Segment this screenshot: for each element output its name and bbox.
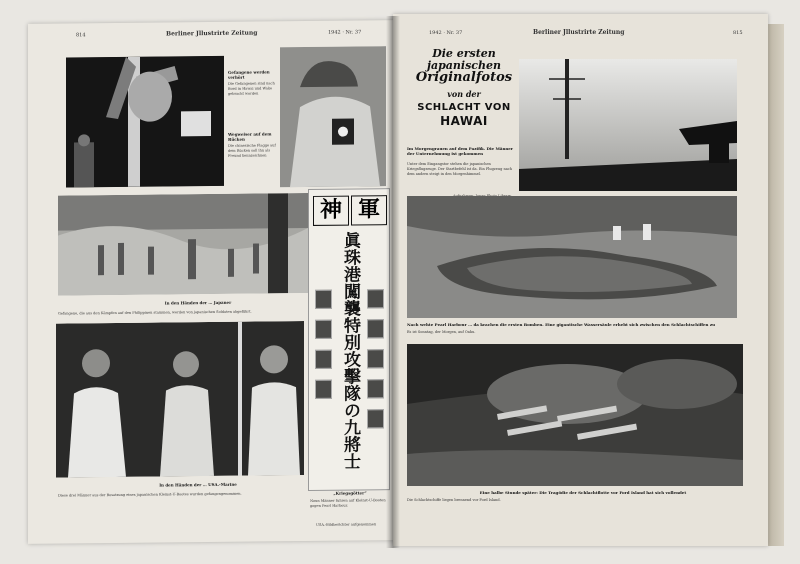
photo-pearl-harbour-island-art — [407, 196, 737, 318]
left-page — [28, 20, 396, 544]
poster-vertical-text: 眞珠港闖襲特別攻擊隊の九將士 — [340, 231, 360, 470]
caption-middle-title: Nach wehte Pearl Harbour … da krachen die ersten Bomben. Eine gigantische Wassersäule erhebt sich zwischen den Schlachtschiffen zu — [407, 322, 716, 327]
page-number-left: 814 — [76, 32, 86, 39]
caption-wegweiser-title: Wegweiser auf dem Rücken — [228, 131, 272, 142]
headline-block-line1: SCHLACHT VON — [417, 102, 511, 113]
poster-header — [309, 195, 389, 226]
headline-block-line2: HAWAI — [440, 114, 488, 128]
photo-jungle-group-art — [58, 193, 308, 296]
caption-usa-marine-title: In den Händen der … USA.-Marine — [159, 481, 237, 488]
portrait — [367, 289, 384, 308]
photo-carrier-deck-art — [519, 59, 737, 191]
masthead-left: Berliner Jllustrirte Zeitung — [166, 29, 258, 38]
caption-wegweiser-body: Die chinesische Flagge auf dem Rücken soll ihn als Freund kennzeichnen — [228, 143, 276, 158]
caption-usa-marine-body: Diese drei Männer aus der Besatzung eines japanischen Kleinst-U-Bootes wurden gefangengenommen. — [58, 491, 242, 498]
caption-bottom-body: Die Schlachtschiffe liegen brennend vor Ford Island. — [407, 498, 501, 502]
caption-bottom-title: Eine halbe Stunde später: Die Tragödie der Schlachtflotte vor Ford Island hat sich vollendet — [479, 490, 687, 495]
portrait — [367, 379, 384, 398]
portrait — [315, 380, 332, 399]
photo-tree-soldier — [66, 56, 224, 188]
photo-pearl-harbour-island — [407, 196, 737, 318]
caption-middle-body: Es ist Sonntag, der Morgen, auf Oahu. — [407, 330, 476, 334]
portrait — [367, 349, 384, 368]
portrait — [315, 320, 332, 339]
caption-usa-bildberichter: USA.-Bildberichter aufgenommen — [316, 522, 377, 527]
portrait — [367, 319, 384, 338]
headline-script-line3: von der — [447, 89, 481, 99]
headline-script-line1: Die ersten japanischen — [427, 47, 501, 72]
poster-header-right-char: 軍 — [351, 195, 387, 225]
caption-jungle-body: Gefangene, die aus den Kämpfen auf den Philippinen stammen, werden von japanischen Soldaten abgeführt. — [58, 309, 252, 316]
caption-jungle-title: In den Händen der … Japaner — [164, 299, 232, 306]
photo-jungle-group — [58, 193, 308, 296]
issue-left: 1942 · Nr. 37 — [328, 29, 362, 36]
photo-tree-soldier-art — [66, 56, 224, 188]
photo-prisoners-art — [56, 321, 304, 478]
intro-body: Unter dem Eingangstor stehen die japanischen Kriegsflugzeuge. Der Startbefehl ist da. Ein Flugzeug nach dem andern steigt in den Morgenhimmel. — [407, 162, 512, 176]
issue-right: 1942 · Nr. 37 — [429, 30, 463, 36]
photo-carrier-deck — [519, 59, 737, 191]
photo-flag-back-art — [280, 46, 386, 187]
page-number-right: 815 — [733, 30, 743, 36]
intro-bold: Im Morgengrauen auf dem Pazifik. Die Männer der Unternehmung ist gekommen — [407, 146, 513, 156]
portrait — [315, 350, 332, 369]
photo-burning-ships-art — [407, 344, 743, 486]
headline-script-line2: Originalfotos — [415, 70, 513, 85]
photo-prisoners — [56, 321, 304, 478]
right-page — [393, 14, 768, 546]
caption-gefangene-body: Die Gefangenen sind nach Bord in Hawai und Wake gebracht worden — [228, 81, 275, 96]
poster-header-left-char: 神 — [313, 196, 349, 226]
book-gutter — [386, 16, 400, 548]
caption-kriegsgoetter-body: Neun Männer fuhren auf Kleinst-U-Booten gegen Pearl Harbour. — [310, 498, 386, 508]
portrait — [367, 409, 384, 428]
portrait — [315, 290, 332, 309]
poster-kriegsgoetter — [308, 188, 390, 491]
photo-burning-ships — [407, 344, 743, 486]
photo-flag-back — [280, 46, 386, 187]
caption-gefangene-title: Gefangene werden verhört — [228, 69, 270, 80]
masthead-right: Berliner Jllustrirte Zeitung — [533, 29, 625, 36]
caption-kriegsgoetter-title: „Kriegsgötter“ — [333, 490, 367, 496]
